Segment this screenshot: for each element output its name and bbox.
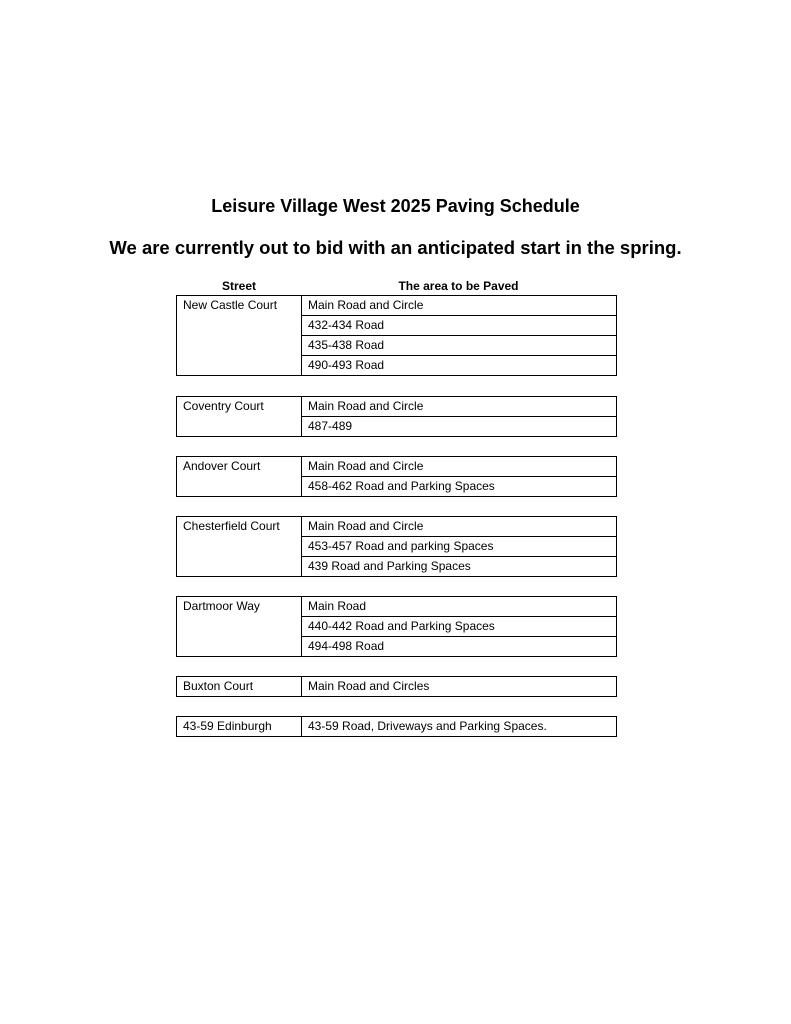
area-cell: Main Road and Circle <box>302 397 617 417</box>
area-cell: Main Road and Circle <box>302 457 617 477</box>
area-cell: 490-493 Road <box>302 356 617 376</box>
area-cell: 487-489 <box>302 417 617 437</box>
column-header-area: The area to be Paved <box>398 279 519 293</box>
area-cell: Main Road and Circles <box>302 677 617 697</box>
area-cell: Main Road <box>302 597 617 617</box>
area-cell: 453-457 Road and parking Spaces <box>302 537 617 557</box>
area-cell: Main Road and Circle <box>302 296 617 316</box>
area-cell: 494-498 Road <box>302 637 617 657</box>
street-group-coventry-court <box>176 396 617 437</box>
table-row <box>177 517 617 537</box>
area-cell: 43-59 Road, Driveways and Parking Spaces. <box>302 717 617 737</box>
table-row <box>177 717 617 737</box>
street-cell: Coventry Court <box>177 397 302 437</box>
street-group-dartmoor-way <box>176 596 617 657</box>
document-title: Leisure Village West 2025 Paving Schedule <box>211 196 580 216</box>
area-cell: 458-462 Road and Parking Spaces <box>302 477 617 497</box>
street-cell: Andover Court <box>177 457 302 497</box>
area-cell: 435-438 Road <box>302 336 617 356</box>
street-group-chesterfield-court <box>176 516 617 577</box>
area-cell: 432-434 Road <box>302 316 617 336</box>
area-cell: 439 Road and Parking Spaces <box>302 557 617 577</box>
column-header-street: Street <box>221 279 256 293</box>
street-cell: Buxton Court <box>177 677 302 697</box>
area-cell: Main Road and Circle <box>302 517 617 537</box>
street-group-andover-court <box>176 456 617 497</box>
street-cell: 43-59 Edinburgh <box>177 717 302 737</box>
area-cell: 440-442 Road and Parking Spaces <box>302 617 617 637</box>
table-row <box>177 597 617 617</box>
street-group-edinburgh <box>176 716 617 737</box>
street-group-new-castle-court <box>176 295 617 376</box>
table-row <box>177 457 617 477</box>
table-row <box>177 397 617 417</box>
document-subtitle: We are currently out to bid with an anticipated start in the spring. <box>109 237 682 258</box>
street-cell: Dartmoor Way <box>177 597 302 657</box>
street-group-buxton-court <box>176 676 617 697</box>
street-cell: New Castle Court <box>177 296 302 376</box>
street-cell: Chesterfield Court <box>177 517 302 577</box>
table-row <box>177 296 617 316</box>
table-row <box>177 677 617 697</box>
